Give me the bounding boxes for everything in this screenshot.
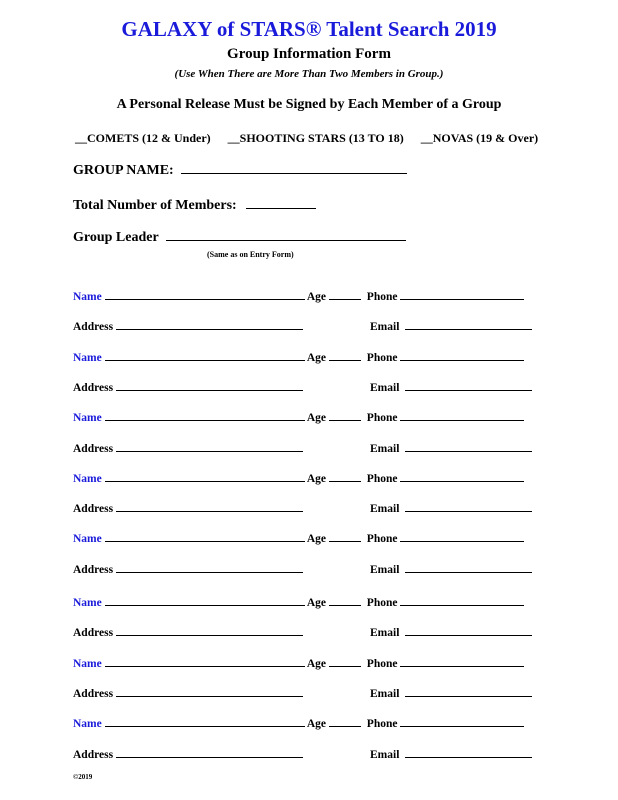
member-name-label: Name <box>73 718 102 730</box>
member-address-row <box>73 747 303 761</box>
member-address-label: Address <box>73 443 114 455</box>
member-age-label: Age <box>306 473 327 485</box>
category-options <box>75 131 552 146</box>
member-email-row <box>370 319 532 333</box>
form-title: GALAXY of STARS® Talent Search 2019 <box>121 17 497 41</box>
member-email-label: Email <box>370 627 400 639</box>
member-phone-input[interactable] <box>400 716 524 727</box>
member-address-label: Address <box>73 627 114 639</box>
member-email-input[interactable] <box>405 625 532 636</box>
category-novas[interactable]: __NOVAS (19 & Over) <box>420 131 539 145</box>
member-phone-input[interactable] <box>400 350 524 361</box>
member-age-label: Age <box>306 352 327 364</box>
member-email-row <box>370 747 532 761</box>
member-address-row <box>73 686 303 700</box>
member-address-input[interactable] <box>116 747 303 758</box>
member-email-input[interactable] <box>405 501 532 512</box>
member-name-input[interactable] <box>105 289 305 300</box>
member-email-label: Email <box>370 688 400 700</box>
member-name-label: Name <box>73 533 102 545</box>
category-comets[interactable]: __COMETS (12 & Under) <box>75 131 211 145</box>
member-age-label: Age <box>306 718 327 730</box>
member-age-input[interactable] <box>329 716 361 727</box>
member-address-input[interactable] <box>116 625 303 636</box>
member-email-label: Email <box>370 443 400 455</box>
member-age-input[interactable] <box>329 471 361 482</box>
member-phone-input[interactable] <box>400 595 524 606</box>
member-age-label: Age <box>306 533 327 545</box>
member-name-row <box>73 350 524 364</box>
member-age-input[interactable] <box>329 350 361 361</box>
member-email-input[interactable] <box>405 380 532 391</box>
category-shooting-stars[interactable]: __SHOOTING STARS (13 TO 18) <box>227 131 404 145</box>
member-address-row <box>73 625 303 639</box>
member-age-input[interactable] <box>329 289 361 300</box>
member-phone-input[interactable] <box>400 471 524 482</box>
member-phone-input[interactable] <box>400 531 524 542</box>
member-address-label: Address <box>73 321 114 333</box>
member-name-label: Name <box>73 291 102 303</box>
member-address-row <box>73 441 303 455</box>
member-name-row <box>73 410 524 424</box>
member-phone-input[interactable] <box>400 656 524 667</box>
member-email-input[interactable] <box>405 562 532 573</box>
member-phone-label: Phone <box>366 291 398 303</box>
member-phone-input[interactable] <box>400 410 524 421</box>
member-phone-label: Phone <box>366 597 398 609</box>
member-name-row <box>73 289 524 303</box>
member-name-label: Name <box>73 473 102 485</box>
total-members-field <box>73 198 316 214</box>
member-age-label: Age <box>306 597 327 609</box>
member-age-input[interactable] <box>329 656 361 667</box>
member-email-label: Email <box>370 564 400 576</box>
member-name-row <box>73 716 524 730</box>
member-email-label: Email <box>370 321 400 333</box>
member-address-row <box>73 380 303 394</box>
group-leader-note: (Same as on Entry Form) <box>207 250 294 259</box>
member-email-row <box>370 625 532 639</box>
member-age-label: Age <box>306 291 327 303</box>
member-phone-label: Phone <box>366 352 398 364</box>
member-address-label: Address <box>73 564 114 576</box>
group-leader-field <box>73 230 406 246</box>
group-leader-label: Group Leader <box>73 230 159 245</box>
member-name-input[interactable] <box>105 656 305 667</box>
member-address-label: Address <box>73 382 114 394</box>
member-email-label: Email <box>370 749 400 761</box>
member-email-input[interactable] <box>405 686 532 697</box>
member-email-row <box>370 501 532 515</box>
member-email-row <box>370 380 532 394</box>
form-usage-note: (Use When There are More Than Two Members in Group.) <box>174 68 444 80</box>
member-address-label: Address <box>73 503 114 515</box>
group-name-input[interactable] <box>181 163 407 174</box>
release-notice: A Personal Release Must be Signed by Each Member of a Group <box>116 97 502 112</box>
form-subtitle: Group Information Form <box>227 46 391 62</box>
member-phone-label: Phone <box>366 473 398 485</box>
member-email-row <box>370 562 532 576</box>
member-phone-label: Phone <box>366 533 398 545</box>
total-members-label: Total Number of Members: <box>73 198 237 213</box>
member-phone-label: Phone <box>366 718 398 730</box>
member-name-row <box>73 471 524 485</box>
member-address-input[interactable] <box>116 686 303 697</box>
member-name-input[interactable] <box>105 350 305 361</box>
member-email-row <box>370 686 532 700</box>
member-age-input[interactable] <box>329 595 361 606</box>
member-name-input[interactable] <box>105 471 305 482</box>
member-address-input[interactable] <box>116 501 303 512</box>
member-name-row <box>73 595 524 609</box>
member-address-input[interactable] <box>116 380 303 391</box>
member-name-label: Name <box>73 658 102 670</box>
member-age-input[interactable] <box>329 410 361 421</box>
member-name-input[interactable] <box>105 595 305 606</box>
group-name-label: GROUP NAME: <box>73 163 174 178</box>
member-email-label: Email <box>370 382 400 394</box>
member-name-input[interactable] <box>105 716 305 727</box>
member-email-row <box>370 441 532 455</box>
member-email-label: Email <box>370 503 400 515</box>
member-phone-label: Phone <box>366 412 398 424</box>
member-address-row <box>73 562 303 576</box>
total-members-input[interactable] <box>246 198 316 209</box>
member-address-row <box>73 501 303 515</box>
member-name-label: Name <box>73 352 102 364</box>
member-email-input[interactable] <box>405 441 532 452</box>
member-name-row <box>73 656 524 670</box>
member-email-input[interactable] <box>405 747 532 758</box>
member-age-label: Age <box>306 658 327 670</box>
member-address-input[interactable] <box>116 562 303 573</box>
member-name-row <box>73 531 524 545</box>
member-age-label: Age <box>306 412 327 424</box>
member-name-input[interactable] <box>105 410 305 421</box>
member-name-label: Name <box>73 412 102 424</box>
member-address-row <box>73 319 303 333</box>
member-name-input[interactable] <box>105 531 305 542</box>
group-leader-input[interactable] <box>166 230 406 241</box>
group-name-field <box>73 163 407 179</box>
member-age-input[interactable] <box>329 531 361 542</box>
member-phone-label: Phone <box>366 658 398 670</box>
member-address-input[interactable] <box>116 441 303 452</box>
member-phone-input[interactable] <box>400 289 524 300</box>
member-address-label: Address <box>73 749 114 761</box>
member-name-label: Name <box>73 597 102 609</box>
member-address-input[interactable] <box>116 319 303 330</box>
copyright-notice: ©2019 <box>73 773 93 781</box>
member-address-label: Address <box>73 688 114 700</box>
member-email-input[interactable] <box>405 319 532 330</box>
